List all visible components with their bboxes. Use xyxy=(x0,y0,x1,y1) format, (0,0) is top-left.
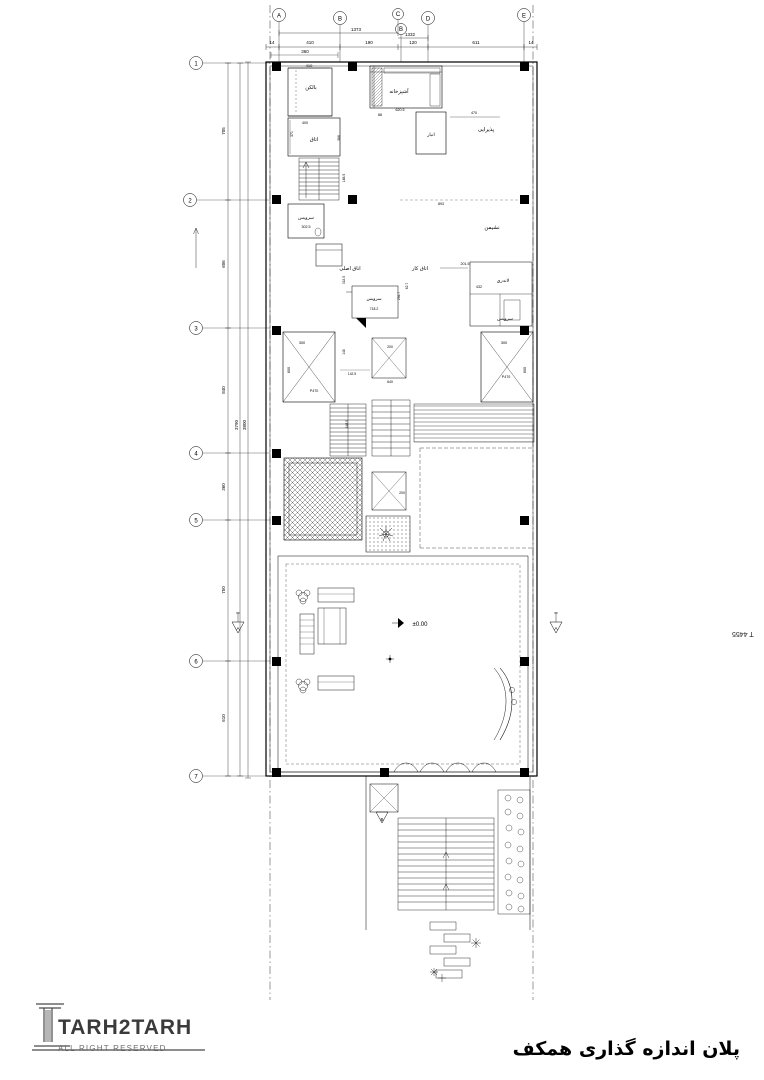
drawing-code: T 4455 xyxy=(732,630,754,637)
svg-text:148.5: 148.5 xyxy=(345,420,349,428)
svg-text:62.7: 62.7 xyxy=(405,282,409,290)
svg-text:360: 360 xyxy=(301,49,309,54)
svg-text:پذیرایی: پذیرایی xyxy=(477,127,495,133)
svg-text:6: 6 xyxy=(194,659,198,666)
svg-text:302.5: 302.5 xyxy=(301,225,311,229)
svg-text:611: 611 xyxy=(472,40,480,45)
svg-text:2: 2 xyxy=(188,198,192,205)
svg-text:750: 750 xyxy=(221,586,226,594)
svg-text:410: 410 xyxy=(305,63,313,68)
svg-text:3: 3 xyxy=(194,326,198,333)
svg-text:5: 5 xyxy=(194,518,198,525)
svg-text:1373: 1373 xyxy=(350,27,362,32)
svg-text:606: 606 xyxy=(221,260,226,268)
svg-text:1: 1 xyxy=(194,61,198,68)
svg-text:201.5: 201.5 xyxy=(460,262,470,266)
svg-text:A: A xyxy=(276,13,282,20)
svg-text:600: 600 xyxy=(287,366,291,374)
svg-text:120: 120 xyxy=(409,40,417,45)
svg-text:718.2: 718.2 xyxy=(369,307,379,311)
svg-text:200: 200 xyxy=(399,491,405,495)
svg-text:14: 14 xyxy=(528,40,534,45)
svg-text:سرویس: سرویس xyxy=(366,297,382,302)
svg-text:B: B xyxy=(380,817,384,822)
svg-text:4: 4 xyxy=(194,451,198,458)
svg-text:610: 610 xyxy=(221,714,226,722)
svg-text:410: 410 xyxy=(306,40,314,45)
svg-text:آشپزخانه: آشپزخانه xyxy=(389,89,409,95)
svg-text:840: 840 xyxy=(221,386,226,394)
svg-text:620.5: 620.5 xyxy=(395,108,405,112)
svg-text:640: 640 xyxy=(387,380,393,384)
svg-text:P470: P470 xyxy=(501,375,511,379)
svg-text:360: 360 xyxy=(221,483,226,491)
svg-text:لاندری: لاندری xyxy=(496,279,510,284)
svg-text:A: A xyxy=(554,626,558,631)
svg-text:بالکن: بالکن xyxy=(305,85,317,91)
svg-text:300: 300 xyxy=(298,341,306,345)
svg-text:3800: 3800 xyxy=(242,419,247,431)
svg-text:300: 300 xyxy=(500,341,508,345)
svg-text:نشیمن: نشیمن xyxy=(484,225,500,231)
svg-text:E: E xyxy=(521,13,527,20)
svg-text:سرویس: سرویس xyxy=(497,317,513,322)
svg-text:294.7: 294.7 xyxy=(397,291,401,301)
svg-text:400: 400 xyxy=(302,121,308,125)
svg-text:14: 14 xyxy=(269,40,275,45)
svg-text:D: D xyxy=(425,16,431,23)
page-title: پلان اندازه گذاری همکف xyxy=(512,1038,740,1060)
svg-text:B: B xyxy=(337,16,343,23)
svg-text:432: 432 xyxy=(476,285,482,289)
svg-text:371: 371 xyxy=(290,131,294,137)
svg-text:200: 200 xyxy=(387,345,393,349)
svg-text:7: 7 xyxy=(194,774,198,781)
svg-text:190: 190 xyxy=(365,40,373,45)
logo-tagline: ALL RIGHT RESERVED xyxy=(58,1044,167,1053)
svg-text:148.5: 148.5 xyxy=(342,173,346,183)
svg-text:318.5: 318.5 xyxy=(342,275,346,285)
svg-text:اتاق: اتاق xyxy=(309,137,319,143)
svg-text:سرویس: سرویس xyxy=(298,216,314,221)
svg-text:1332: 1332 xyxy=(404,32,416,37)
svg-text:±0.00: ±0.00 xyxy=(412,622,428,628)
svg-text:142.5: 142.5 xyxy=(347,372,357,376)
svg-text:A: A xyxy=(236,626,240,631)
svg-text:C: C xyxy=(395,12,401,19)
logo-wordmark: TARH2TARH xyxy=(58,1016,193,1039)
svg-text:148: 148 xyxy=(342,349,346,355)
svg-text:366: 366 xyxy=(337,135,341,141)
svg-text:انبار: انبار xyxy=(427,133,435,138)
svg-text:P470: P470 xyxy=(309,389,319,393)
svg-text:470: 470 xyxy=(471,111,477,115)
svg-text:893: 893 xyxy=(438,202,444,206)
svg-text:3790: 3790 xyxy=(234,419,239,431)
svg-text:اتاق کار: اتاق کار xyxy=(411,266,429,272)
svg-text:600: 600 xyxy=(523,366,527,374)
svg-text:اتاق اصلی: اتاق اصلی xyxy=(339,266,361,272)
svg-text:705: 705 xyxy=(221,127,226,135)
svg-text:B: B xyxy=(398,27,404,34)
svg-text:88: 88 xyxy=(378,113,382,117)
